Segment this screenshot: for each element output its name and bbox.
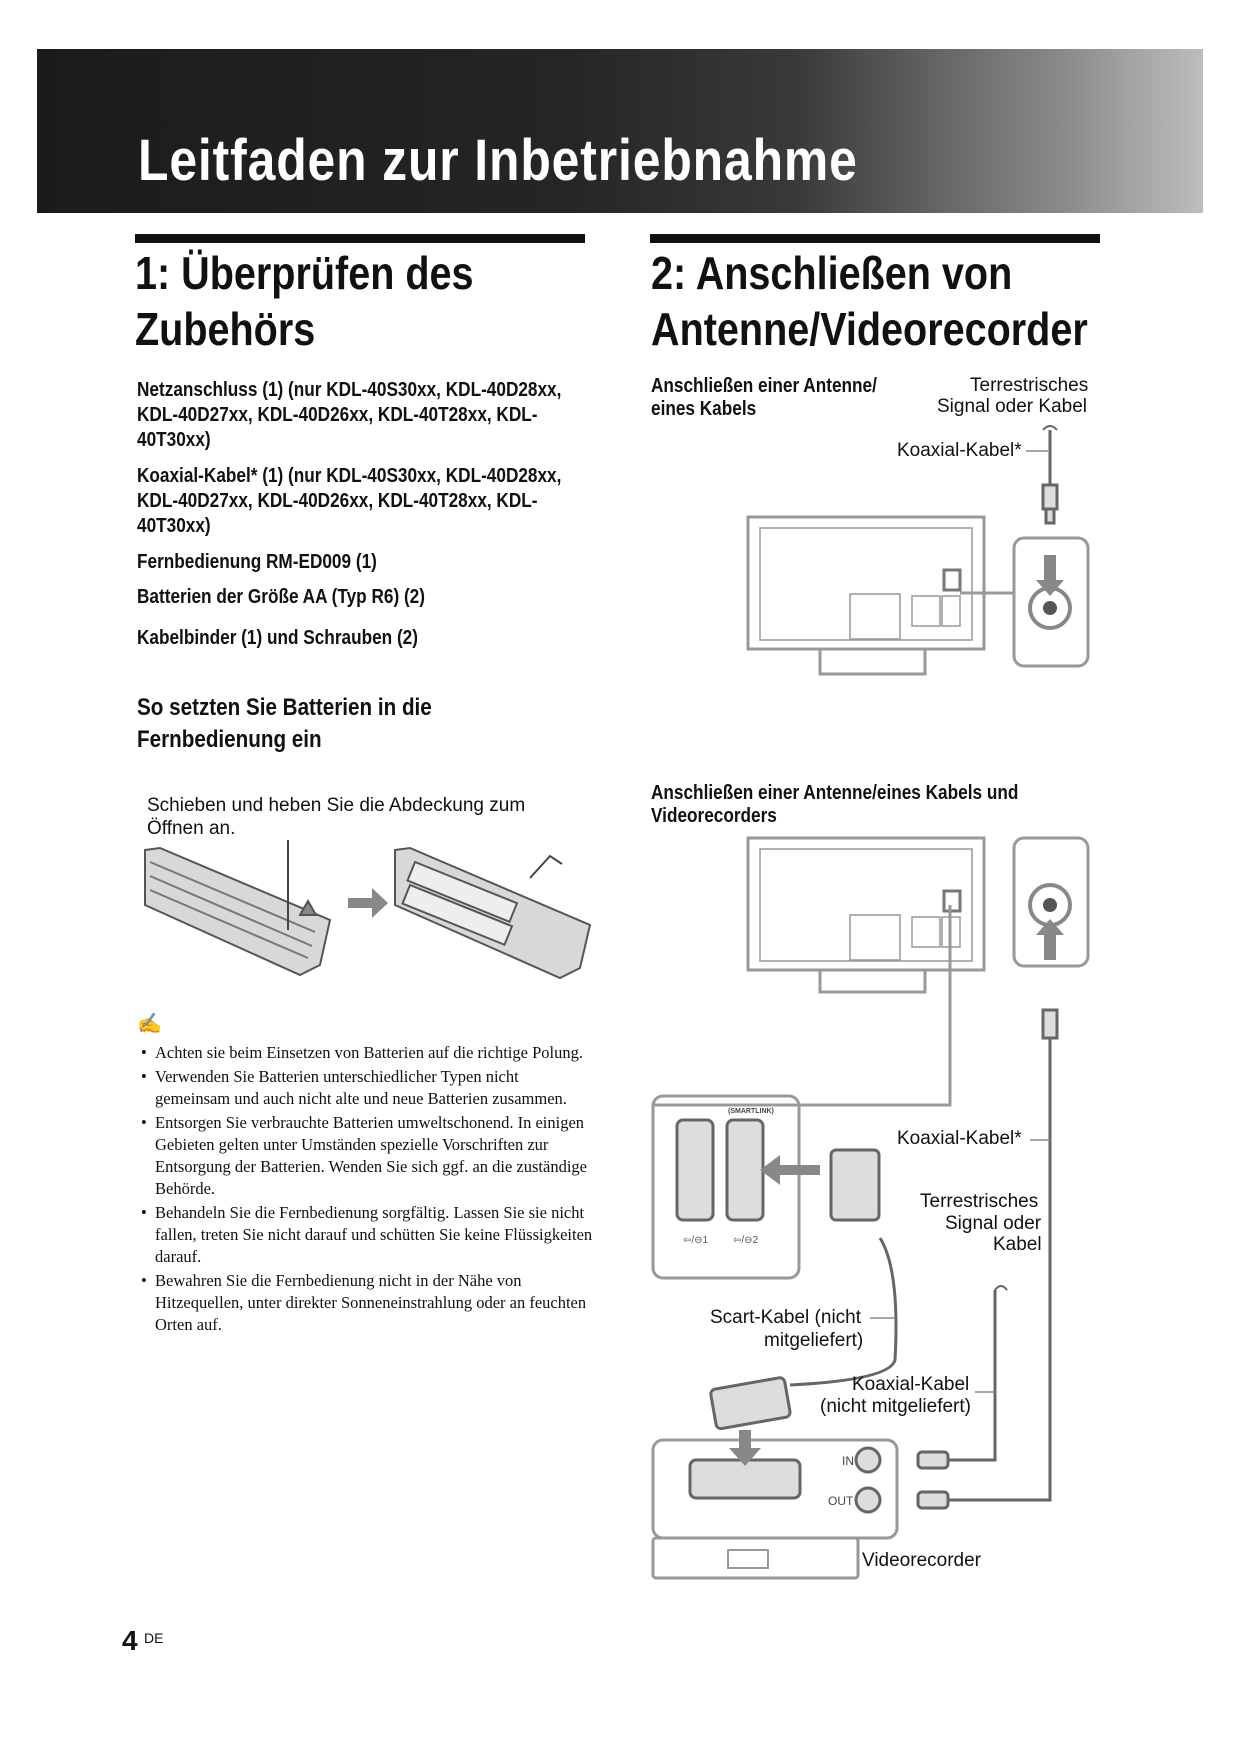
d2-signal-line2: Signal oder [945,1213,1042,1234]
scart1-label: ⇦/⊖1 [683,1235,709,1246]
d1-signal-line2: Signal oder Kabel [937,396,1087,417]
section1-title-line2: Zubehörs [135,303,316,355]
page-lang: DE [144,1630,164,1646]
antenna-socket [1030,885,1070,925]
accessory-item: KDL-40D27xx, KDL-40D26xx, KDL-40T28xx, KDL- [137,404,538,426]
accessory-item: Fernbedienung RM-ED009 (1) [137,551,377,573]
note-item: • Bewahren Sie die Fernbedienung nicht in der Nähe von Hitzequellen, unter direkter Sonneneinstrahlung oder an feuchten Orten auf. [135,1270,595,1336]
antenna-socket [1030,588,1070,628]
scart-cable-label-line2: mitgeliefert) [764,1330,864,1351]
note-item: • Achten sie beim Einsetzen von Batterien auf die richtige Polung. [135,1042,595,1064]
accessory-item: Kabelbinder (1) und Schrauben (2) [137,627,418,649]
vcr-in-port [856,1448,880,1472]
arrow-down-icon [729,1430,761,1466]
accessory-item: Netzanschluss (1) (nur KDL-40S30xx, KDL-40D28xx, [137,379,562,401]
battery-caption-line1: Schieben und heben Sie die Abdeckung zum [147,795,526,816]
scart-cable-label-line1: Scart-Kabel (nicht [710,1307,862,1328]
vcr-scart [690,1460,800,1498]
coax-plug [1043,430,1057,523]
section1-title-line1: 1: Überprüfen des [135,247,474,299]
accessory-item: 40T30xx) [137,429,211,451]
coax-plug [1043,1010,1057,1038]
note-item: • Verwenden Sie Batterien unterschiedlicher Typen nicht gemeinsam und auch nicht alte und neue Batterien zusammen. [135,1066,595,1110]
scart-plug-top [831,1150,879,1220]
vcr-body [653,1538,858,1578]
sub1-heading-line2: eines Kabels [651,398,757,420]
accessory-item: KDL-40D27xx, KDL-40D26xx, KDL-40T28xx, KDL- [137,490,538,512]
vcr-port-panel [653,1440,897,1538]
vcr-label: Videorecorder [862,1550,982,1571]
antenna-socket-panel [1014,838,1088,966]
note-item: • Entsorgen Sie verbrauchte Batterien umweltschonend. In einigen Gebieten gelten unter Umständen spezielle Vorschriften zur Entsorgung der Batterien. Wenden Sie sich ggf. an die zuständige Behörde. [135,1112,595,1200]
note-item: • Behandeln Sie die Fernbedienung sorgfältig. Lassen Sie sie nicht fallen, treten Sie nicht darauf und schütten Sie keine Flüssigkeiten darauf. [135,1202,595,1268]
scart2-label: ⇦/⊖2 [733,1235,759,1246]
tv-back [748,838,984,970]
coax-plug-in [918,1452,948,1468]
smartlink-label: (SMARTLINK) [728,1108,774,1115]
d1-coax-label: Koaxial-Kabel* [897,440,1022,461]
remote-open [395,848,590,978]
coax2-label-line2: (nicht mitgeliefert) [820,1396,971,1417]
arrow-up-icon [1036,919,1064,960]
vcr-in-label: IN [842,1454,854,1468]
tv-scart-1 [677,1120,713,1220]
notes-list [135,1042,595,1338]
section2-title-line1: 2: Anschließen von [651,247,1013,299]
coax-plug-out [918,1492,948,1508]
accessory-item: 40T30xx) [137,515,211,537]
sub2-heading-line1: Anschließen einer Antenne/eines Kabels und [651,782,1019,804]
sub2-heading-line2: Videorecorders [651,805,777,827]
section2-rule [650,234,1100,243]
tv-scart-2 [727,1120,763,1220]
page-number: 4 [122,1625,138,1656]
remote-closed [145,840,330,975]
accessory-item: Koaxial-Kabel* (1) (nur KDL-40S30xx, KDL-40D28xx, [137,465,562,487]
tv-back [748,517,984,649]
d2-coax-label: Koaxial-Kabel* [897,1128,1022,1149]
tv-scart-panel [653,1096,799,1278]
battery-heading-line2: Fernbedienung ein [137,726,322,753]
battery-heading-line1: So setzten Sie Batterien in die [137,694,432,721]
section2-title-line2: Antenne/Videorecorder [651,303,1088,355]
d1-signal-line1: Terrestrisches [970,375,1089,396]
arrow-down-icon [1036,555,1064,596]
arrow-left-icon [760,1155,820,1185]
pencil-icon: ✍ [137,1013,162,1035]
scart-plug-bottom [710,1377,791,1429]
coax2-label-line1: Koaxial-Kabel [852,1374,970,1395]
d2-signal-line1: Terrestrisches [920,1191,1039,1212]
accessory-item: Batterien der Größe AA (Typ R6) (2) [137,586,425,608]
battery-caption-line2: Öffnen an. [147,818,236,839]
section1-rule [135,234,585,243]
coax-cable [945,1015,1050,1500]
vcr-out-port [856,1488,880,1512]
sub1-heading-line1: Anschließen einer Antenne/ [651,375,877,397]
arrow-right-icon [348,888,388,918]
vcr-out-label: OUT [828,1494,854,1508]
d2-signal-line3: Kabel [993,1234,1042,1255]
page-title: Leitfaden zur Inbetriebnahme [138,128,858,193]
antenna-socket-panel [1014,538,1088,666]
tv-stand [820,649,925,674]
